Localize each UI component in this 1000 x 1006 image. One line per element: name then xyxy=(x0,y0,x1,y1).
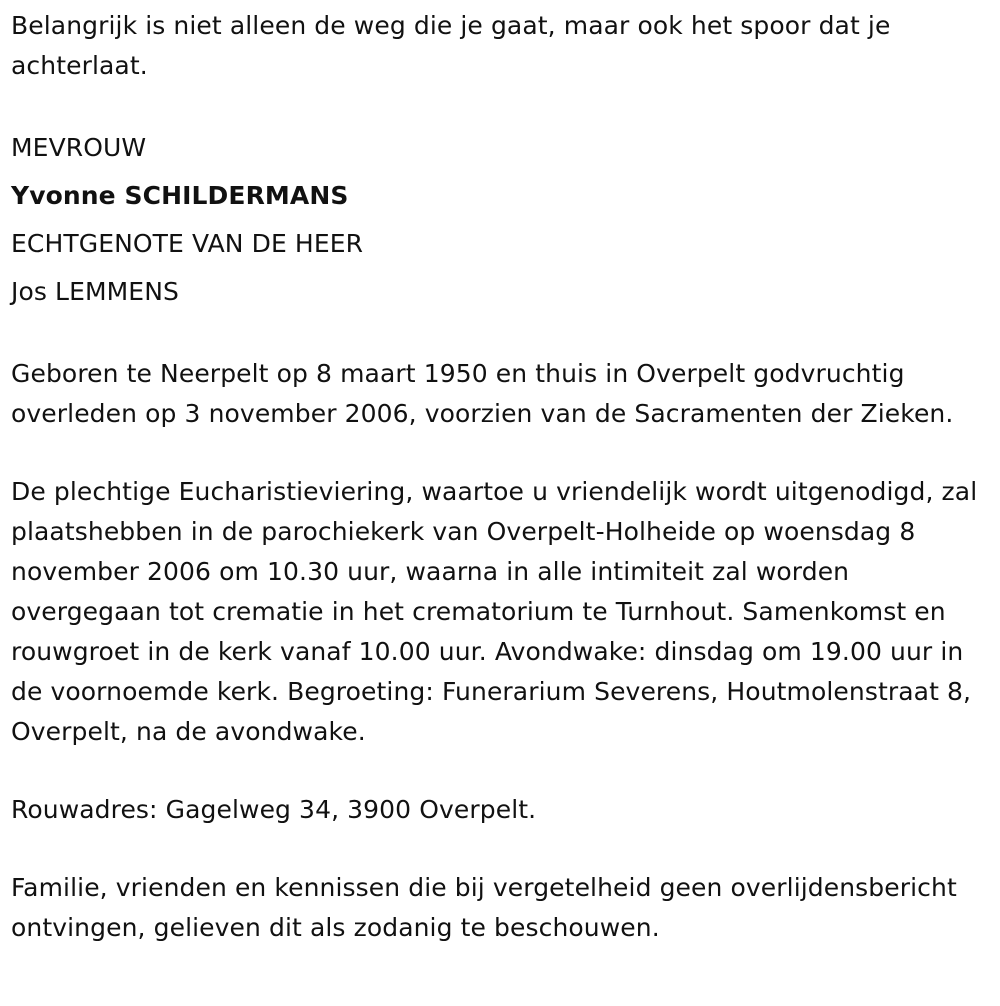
deceased-header xyxy=(11,124,993,316)
closing-paragraph: Familie, vrienden en kennissen die bij vergetelheid geen overlijdensbericht ontvingen, gelieven dit als zodanig te beschouwen. xyxy=(11,873,957,942)
ceremony-paragraph: De plechtige Eucharistieviering, waartoe u vriendelijk wordt uitgenodigd, zal plaatshebben in de parochiekerk van Overpelt-Holheide op woensdag 8 november 2006 om 10.30 uur, waarna in alle intimiteit zal worden overgegaan tot crematie in het crematorium te Turnhout. Samenkomst en rouwgroet in de kerk vanaf 10.00 uur. Avondwake: dinsdag om 19.00 uur in de voornoemde kerk. Begroeting: Funerarium Severens, Houtmolenstraat 8, Overpelt, na de avondwake. xyxy=(11,477,978,746)
deceased-name: Yvonne SCHILDERMANS xyxy=(11,181,349,210)
spouse-name: Jos LEMMENS xyxy=(11,277,179,306)
birth-death-paragraph: Geboren te Neerpelt op 8 maart 1950 en thuis in Overpelt godvruchtig overleden op 3 november 2006, voorzien van de Sacramenten der Zieken. xyxy=(11,359,954,428)
relation-line: ECHTGENOTE VAN DE HEER xyxy=(11,229,364,258)
obituary-document xyxy=(11,0,993,948)
opening-quote: Belangrijk is niet alleen de weg die je gaat, maar ook het spoor dat je achterlaat. xyxy=(11,11,891,80)
mourning-address: Rouwadres: Gagelweg 34, 3900 Overpelt. xyxy=(11,795,537,824)
salutation: MEVROUW xyxy=(11,133,147,162)
